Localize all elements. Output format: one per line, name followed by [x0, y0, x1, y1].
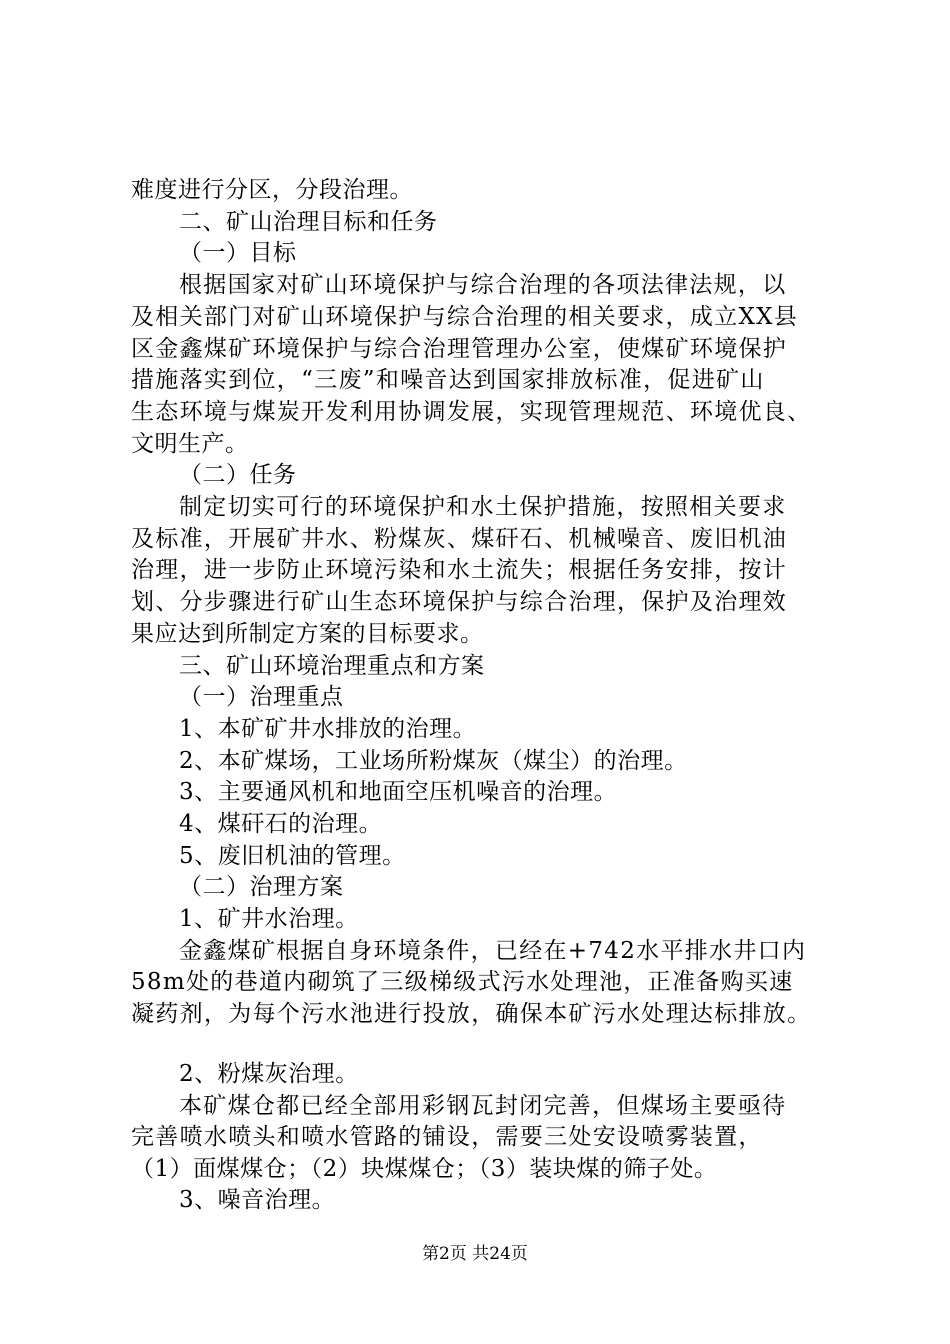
body-line: 及标准，开展矿井水、粉煤灰、煤矸石、机械噪音、废旧机油	[131, 526, 788, 552]
section-heading: 三、矿山环境治理重点和方案	[179, 653, 485, 679]
body-line: 治理，进一步防止环境污染和水土流失；根据任务安排，按计	[131, 557, 788, 583]
body-line: 凝药剂，为每个污水池进行投放，确保本矿污水处理达标排放。	[131, 1001, 812, 1027]
subsection-heading: （二）任务	[179, 462, 297, 488]
body-line: 及相关部门对矿山环境保护与综合治理的相关要求，成立XX县	[131, 304, 799, 330]
page-footer: 第2页 共24页	[422, 1244, 528, 1264]
body-line: 区金鑫煤矿环境保护与综合治理管理办公室，使煤矿环境保护	[131, 336, 788, 362]
list-item: 4、煤矸石的治理。	[179, 811, 383, 837]
body-line: 划、分步骤进行矿山生态环境保护与综合治理，保护及治理效	[131, 589, 788, 615]
body-line: 根据国家对矿山环境保护与综合治理的各项法律法规，以	[179, 272, 787, 298]
body-line: 金鑫煤矿根据自身环境条件，已经在+742水平排水井口内	[179, 938, 807, 964]
subsection-heading: （二）治理方案	[179, 874, 344, 900]
list-item: 2、粉煤灰治理。	[179, 1061, 359, 1087]
body-line: 完善喷水喷头和喷水管路的铺设，需要三处安设喷雾装置，	[131, 1124, 763, 1150]
body-line: 难度进行分区，分段治理。	[131, 177, 413, 203]
body-line: 制定切实可行的环境保护和水土保护措施，按照相关要求	[179, 494, 787, 520]
body-line: （1）面煤煤仓；（2）块煤煤仓；（3）装块煤的筛子处。	[131, 1156, 718, 1182]
list-item: 2、本矿煤场，工业场所粉煤灰（煤尘）的治理。	[179, 748, 688, 774]
list-item: 3、噪音治理。	[179, 1187, 336, 1213]
body-line: 本矿煤仓都已经全部用彩钢瓦封闭完善，但煤场主要亟待	[179, 1093, 787, 1119]
list-item: 3、主要通风机和地面空压机噪音的治理。	[179, 779, 618, 805]
list-item: 1、矿井水治理。	[179, 906, 359, 932]
list-item: 5、废旧机油的管理。	[179, 843, 406, 869]
body-line: 文明生产。	[131, 431, 249, 457]
body-line: 果应达到所制定方案的目标要求。	[131, 621, 484, 647]
subsection-heading: （一）治理重点	[179, 684, 344, 710]
section-heading: 二、矿山治理目标和任务	[179, 209, 438, 235]
list-item: 1、本矿矿井水排放的治理。	[179, 716, 477, 742]
body-line: 生态环境与煤炭开发利用协调发展，实现管理规范、环境优良、	[131, 399, 812, 425]
body-line: 58m处的巷道内砌筑了三级梯级式污水处理池，正准备购买速	[131, 969, 794, 995]
subsection-heading: （一）目标	[179, 240, 297, 266]
body-line: 措施落实到位，“三废”和噪音达到国家排放标准，促进矿山	[131, 367, 765, 393]
